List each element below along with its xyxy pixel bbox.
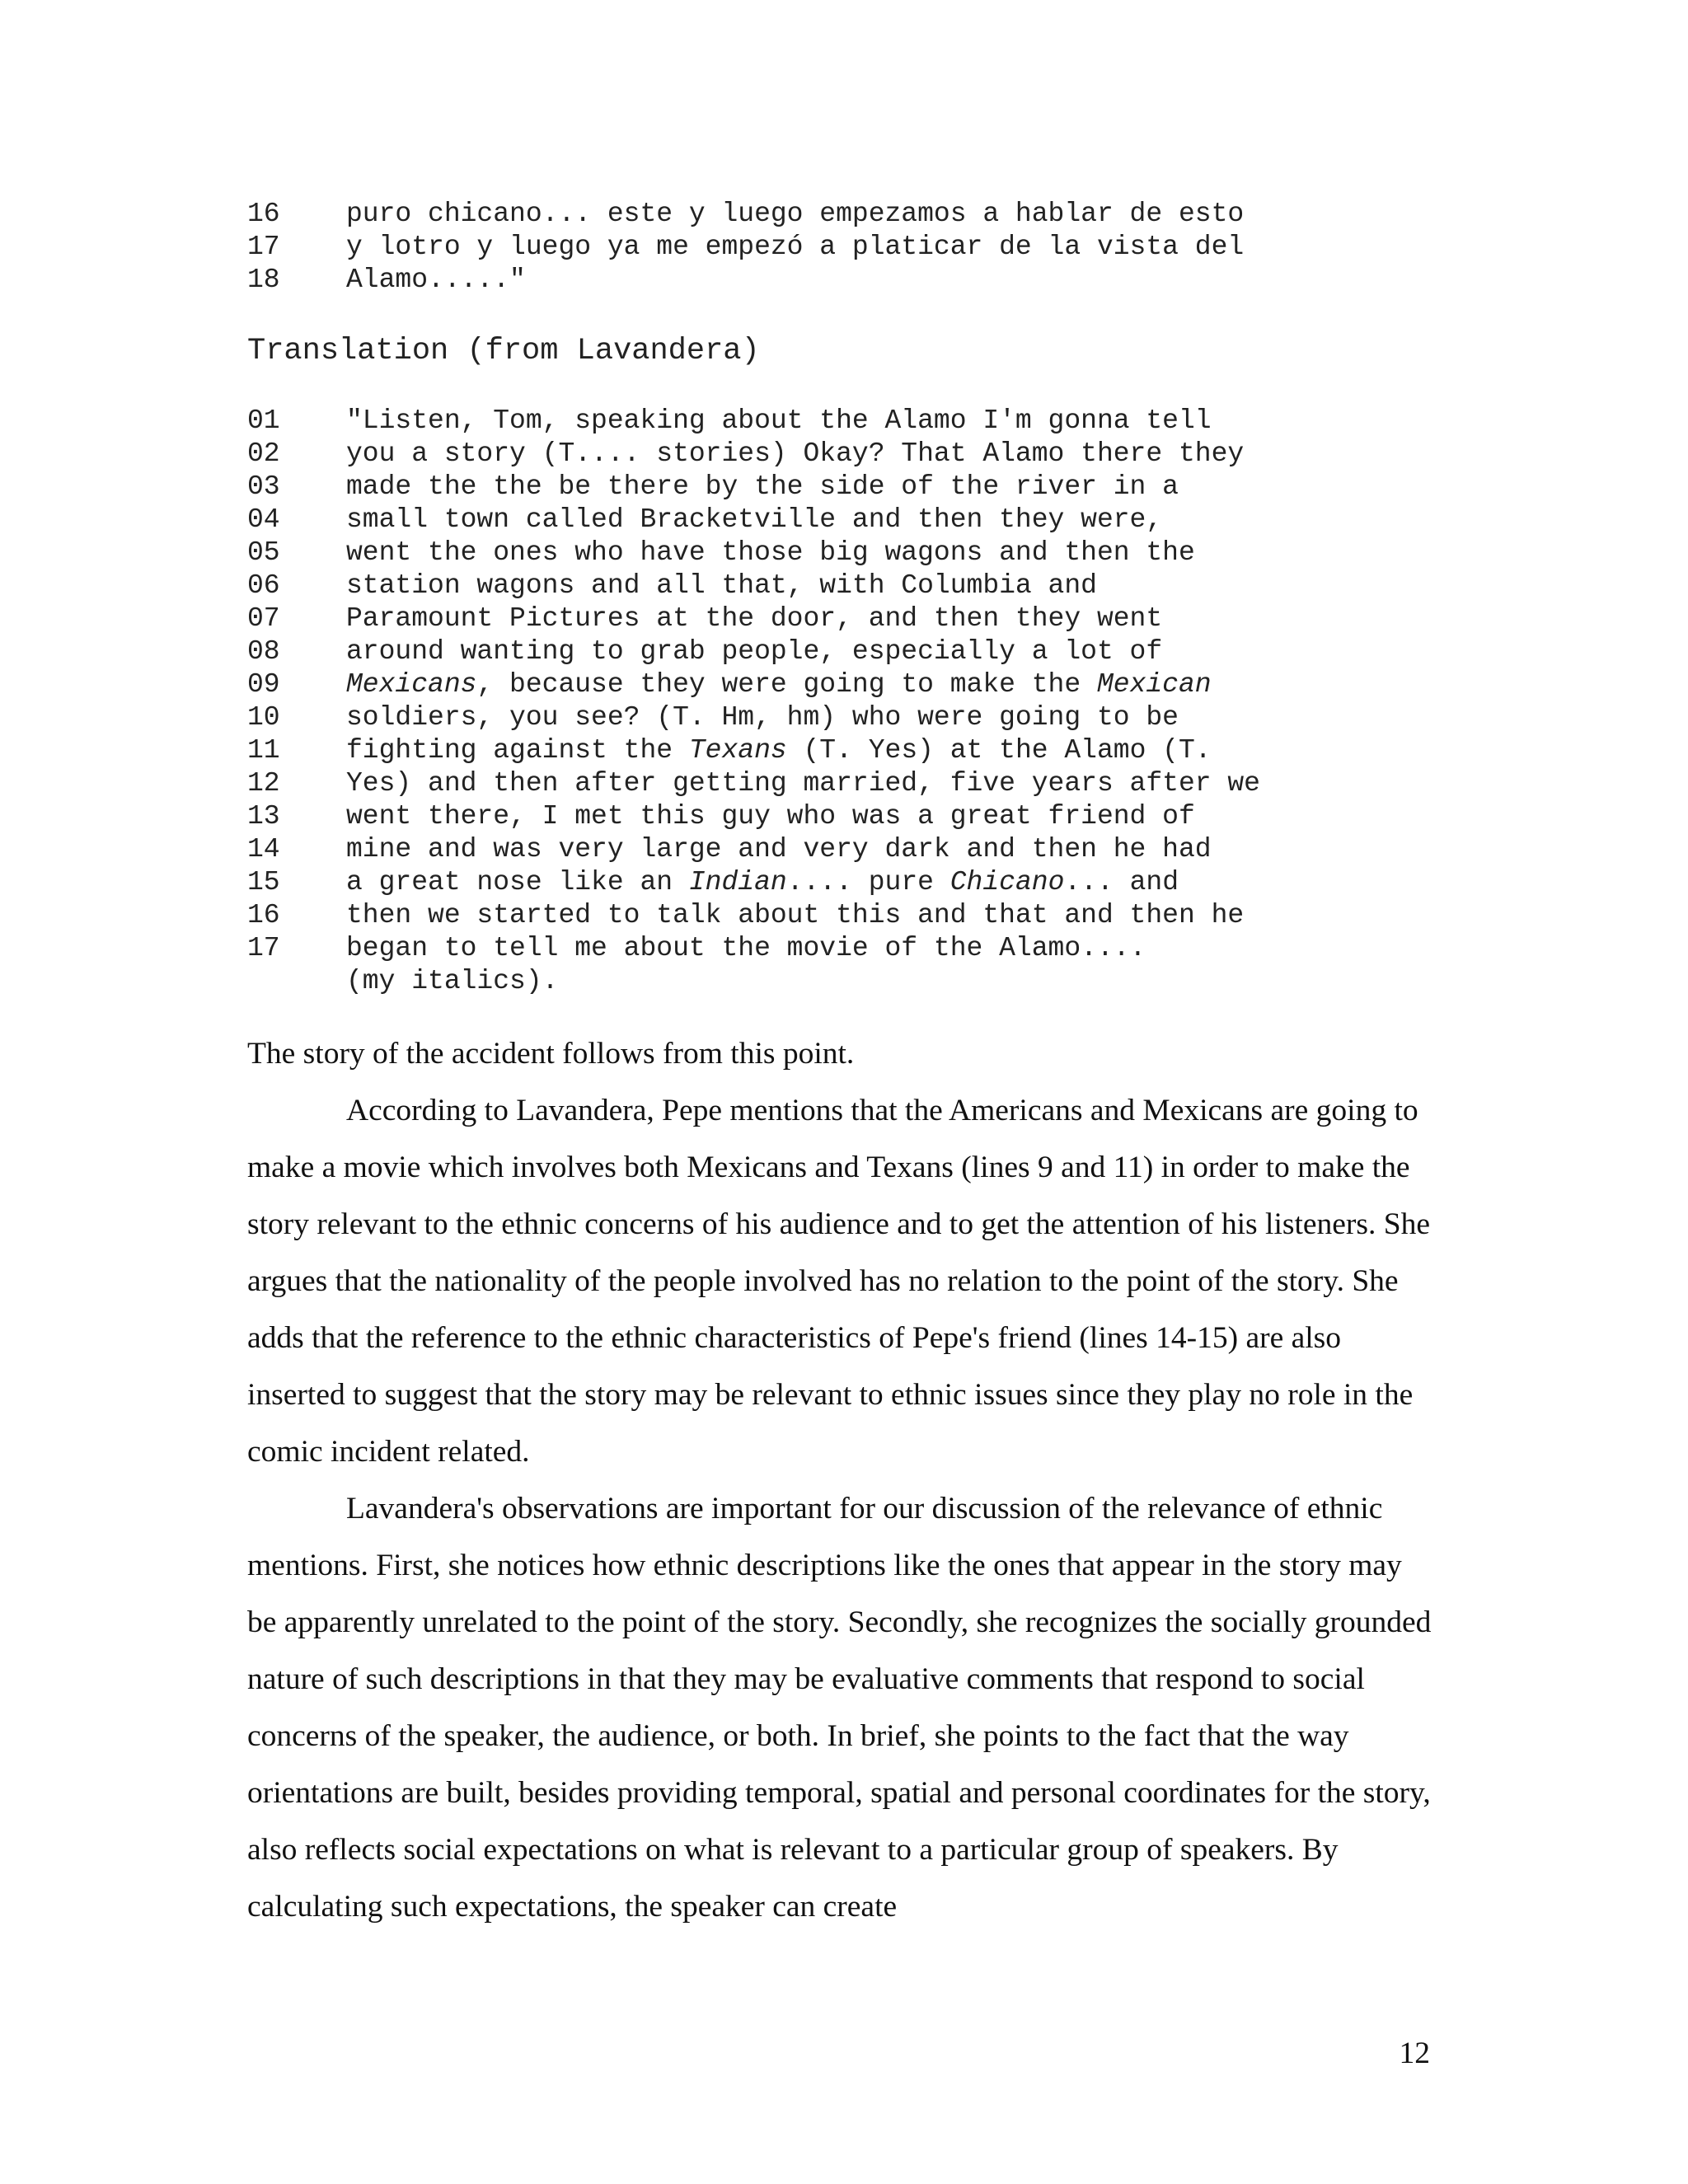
line-number: 17: [247, 232, 280, 262]
italic-text: Indian: [688, 867, 787, 898]
translation-line: [247, 602, 1319, 635]
line-text: Alamo.....": [346, 265, 526, 295]
translation-line: [247, 899, 1319, 932]
line-text: mine and was very large and very dark and then he had: [346, 834, 1212, 865]
line-number: 16: [247, 199, 280, 229]
translation-line: [247, 701, 1319, 734]
line-number: 13: [247, 801, 280, 832]
line-number: 11: [247, 735, 280, 766]
italic-text: Chicano: [950, 867, 1065, 898]
line-number: 09: [247, 669, 280, 700]
paragraph: The story of the accident follows from this point.: [247, 1037, 855, 1071]
paragraph: Lavandera's observations are important for our discussion of the relevance of ethnic mentions. First, she notices how ethnic descriptions like the ones that appear in the story may be apparently unrelated to the point of the story. Secondly, she recognizes the socially grounded nature of such descriptions in that they may be evaluative comments that respond to social concerns of the speaker, the audience, or both. In brief, she points to the fact that the way orientations are built, besides providing temporal, spatial and personal coordinates for the story, also reflects social expectations on what is relevant to a particular group of speakers. By calculating such expectations, the speaker can create: [247, 1492, 1432, 1924]
italic-text: Mexican: [1096, 669, 1212, 700]
line-number: 12: [247, 768, 280, 799]
page-number: 12: [1399, 2036, 1430, 2070]
translation-line: [247, 833, 1319, 866]
transcript-line: [247, 198, 1319, 231]
line-text: station wagons and all that, with Columbia and: [346, 570, 1097, 601]
line-number: 06: [247, 570, 280, 601]
translation-line: [247, 866, 1319, 899]
translation-line: [247, 635, 1319, 668]
line-text: went there, I met this guy who was a great friend of: [346, 801, 1195, 832]
translation-line: [247, 471, 1319, 504]
translation-line: [247, 569, 1319, 602]
translation-line: [247, 668, 1319, 701]
translation-note-line: [247, 965, 1319, 998]
line-text: [346, 866, 1319, 899]
translation-line: [247, 438, 1319, 471]
line-number: 17: [247, 933, 280, 963]
line-text: began to tell me about the movie of the Alamo....: [346, 933, 1146, 963]
line-text: y lotro y luego ya me empezó a platicar de la vista del: [346, 232, 1245, 262]
line-text: made the the be there by the side of the river in a: [346, 471, 1179, 502]
line-text: puro chicano... este y luego empezamos a hablar de esto: [346, 199, 1245, 229]
translation-line: [247, 767, 1319, 800]
line-text-segment: ... and: [1064, 867, 1179, 898]
line-number: 03: [247, 471, 280, 502]
line-text: then we started to talk about this and that and then he: [346, 900, 1245, 930]
line-text: you a story (T.... stories) Okay? That Alamo there they: [346, 438, 1245, 469]
line-number: 05: [247, 537, 280, 568]
transcript-line: [247, 231, 1319, 264]
italic-text: Texans: [688, 735, 787, 766]
line-text: [346, 734, 1319, 767]
line-text-segment: , because they were going to make the: [476, 669, 1097, 700]
translation-line: [247, 504, 1319, 537]
line-text: around wanting to grab people, especially a lot of: [346, 636, 1163, 667]
line-number: 18: [247, 265, 280, 295]
line-text-segment: .... pure: [786, 867, 950, 898]
line-number: 14: [247, 834, 280, 865]
translation-line: [247, 537, 1319, 569]
line-number: 04: [247, 504, 280, 535]
line-text: Paramount Pictures at the door, and then they went: [346, 603, 1163, 634]
translation-line: [247, 734, 1319, 767]
translation-note: (my italics).: [346, 966, 559, 996]
line-text: went the ones who have those big wagons and then the: [346, 537, 1195, 568]
line-number: 10: [247, 702, 280, 733]
translation-block: [247, 405, 1319, 998]
italic-text: Mexicans: [346, 669, 477, 700]
line-text: small town called Bracketville and then they were,: [346, 504, 1163, 535]
line-number: 08: [247, 636, 280, 667]
body-text: [247, 1025, 1438, 1935]
translation-heading: Translation (from Lavandera): [247, 334, 760, 368]
line-text: "Listen, Tom, speaking about the Alamo I'm gonna tell: [346, 405, 1212, 436]
translation-line: [247, 405, 1319, 438]
line-text-segment: fighting against the: [346, 735, 689, 766]
line-number-blank: [247, 965, 346, 998]
line-text-segment: (T. Yes) at the Alamo (T.: [786, 735, 1212, 766]
line-number: 16: [247, 900, 280, 930]
line-text: Yes) and then after getting married, five years after we: [346, 768, 1260, 799]
line-number: 15: [247, 867, 280, 898]
transcript-line: [247, 264, 1319, 297]
line-number: 02: [247, 438, 280, 469]
paragraph: According to Lavandera, Pepe mentions that the Americans and Mexicans are going to make a movie which involves both Mexicans and Texans (lines 9 and 11) in order to make the story relevant to the ethnic concerns of his audience and to get the attention of his listeners. She argues that the nationality of the people involved has no relation to the point of the story. She adds that the reference to the ethnic characteristics of Pepe's friend (lines 14-15) are also inserted to suggest that the story may be relevant to ethnic issues since they play no role in the comic incident related.: [247, 1094, 1430, 1469]
line-text-segment: a great nose like an: [346, 867, 689, 898]
line-text: soldiers, you see? (T. Hm, hm) who were going to be: [346, 702, 1179, 733]
line-text: [346, 668, 1319, 701]
line-number: 01: [247, 405, 280, 436]
original-transcript-block: [247, 198, 1319, 297]
translation-line: [247, 932, 1319, 965]
translation-line: [247, 800, 1319, 833]
line-number: 07: [247, 603, 280, 634]
